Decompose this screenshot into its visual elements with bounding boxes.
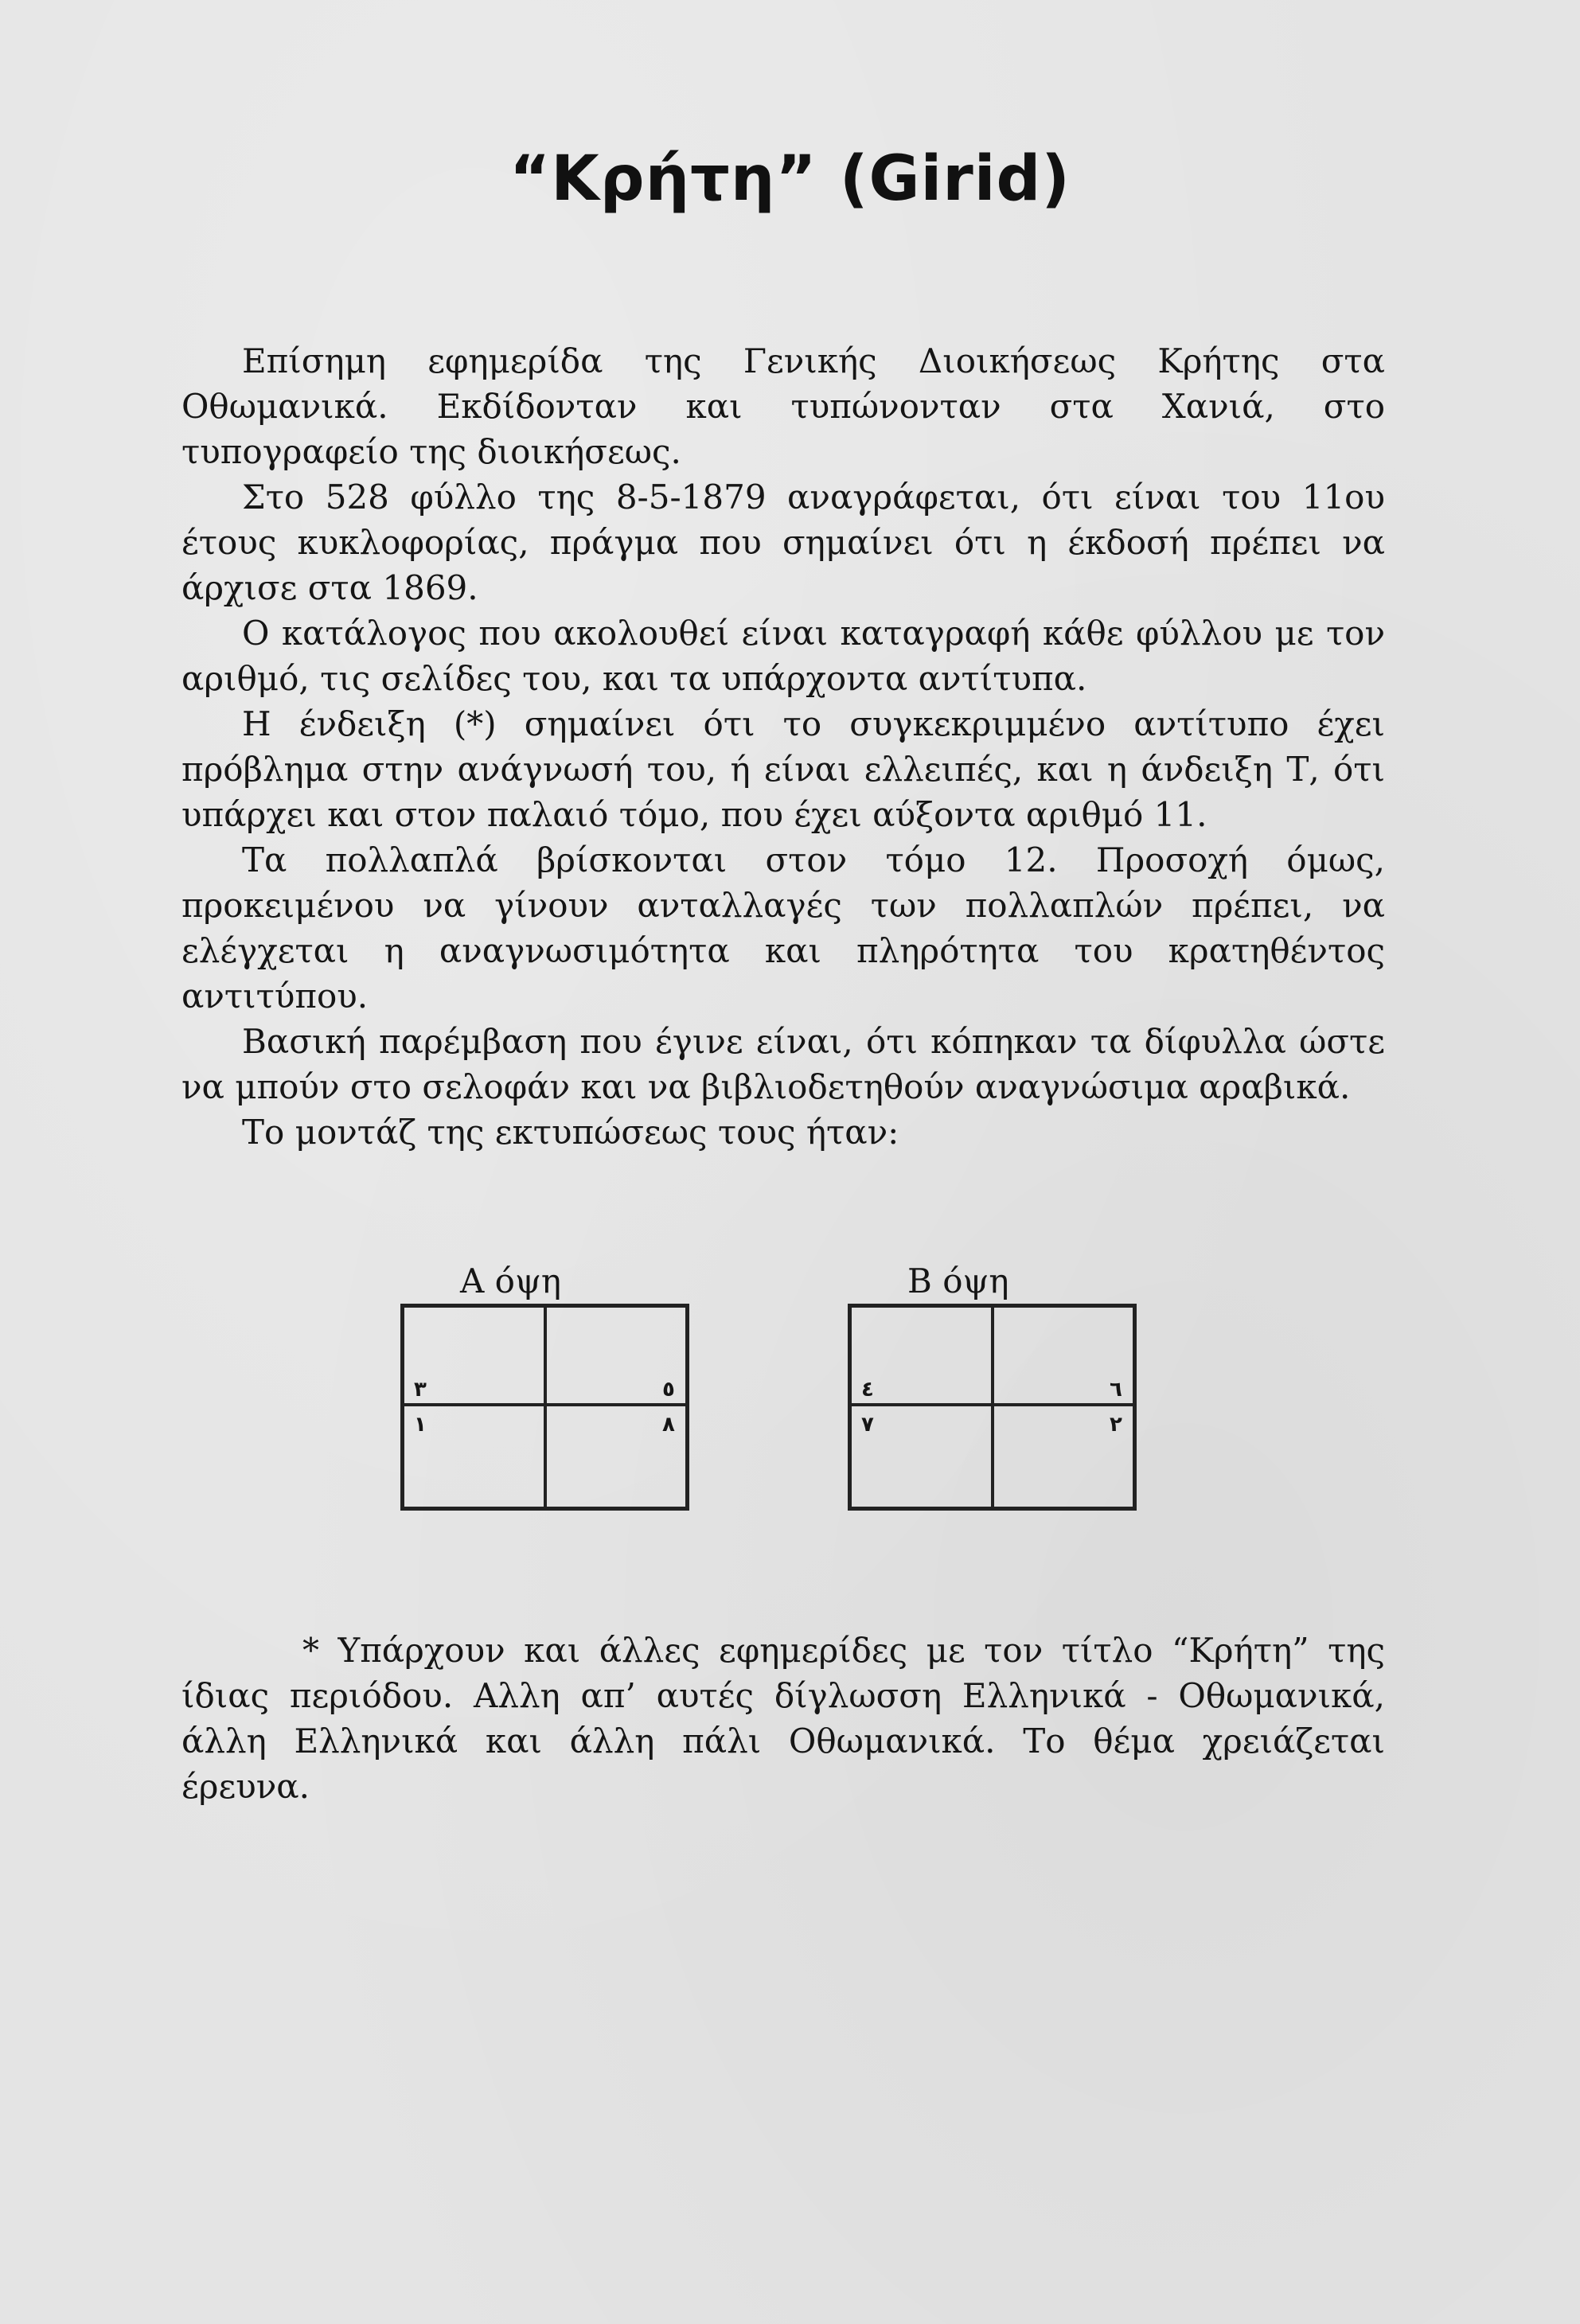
paragraph-1: Επίσημη εφημερίδα της Γενικής Διοικήσεως Κρήτης στα Οθωμανικά. Εκδίδονταν και τυπώνονταν στα Χανιά, στο τυπογραφείο της διοικήσεως. (181, 341, 1385, 471)
grid-divider-vertical (991, 1308, 994, 1507)
diagram-b-label: Β όψη (907, 1261, 1009, 1300)
mark-b-top-left: ٤ (861, 1378, 874, 1402)
diagram-a-grid (400, 1304, 689, 1511)
paragraph-4: Η ένδειξη (*) σημαίνει ότι το συγκεκριμμένο αντίτυπο έχει πρόβλημα στην ανάγνωσή του, ή είναι ελλειπές, και η άνδειξη Τ, ότι υπάρχει και στον παλαιό τόμο, που έχει αύξοντα αριθμό 11. (181, 704, 1385, 834)
mark-a-top-left: ٣ (414, 1378, 427, 1402)
paragraph-5: Τα πολλαπλά βρίσκονται στον τόμο 12. Προσοχή όμως, προκειμένου να γίνουν ανταλλαγές των πολλαπλών πρέπει, να ελέγχεται η αναγνωσιμότητα και πληρότητα του κρατηθέντος αντιτύπου. (181, 840, 1385, 1016)
paragraph-6: Βασική παρέμβαση που έγινε είναι, ότι κόπηκαν τα δίφυλλα ώστε να μπούν στο σελοφάν και να βιβλιοδετηθούν αναγνώσιμα αραβικά. (181, 1022, 1385, 1106)
paragraph-3: Ο κατάλογος που ακολουθεί είναι καταγραφή κάθε φύλλου με τον αριθμό, τις σελίδες του, και τα υπάρχοντα αντίτυπα. (181, 614, 1385, 698)
paragraph-7: Το μοντάζ της εκτυπώσεως τους ήταν: (242, 1113, 899, 1152)
mark-b-top-right: ٦ (1110, 1378, 1122, 1402)
mark-b-bottom-left: ٧ (861, 1413, 874, 1437)
body-text (181, 338, 1385, 1155)
grid-divider-horizontal (404, 1403, 685, 1406)
mark-a-bottom-right: ٨ (662, 1413, 675, 1437)
grid-divider-vertical (544, 1308, 547, 1507)
footnote: * Υπάρχουν και άλλες εφημερίδες με τον τίτλο “Κρήτη” της ίδιας περιόδου. Αλλη απ’ αυτές δίγλωσση Ελληνικά - Οθωμανικά, άλλη Ελληνικά και άλλη πάλι Οθωμανικά. Το θέμα χρειάζεται έρευνα. (181, 1631, 1385, 1806)
diagram-a-label: Α όψη (460, 1261, 562, 1300)
mark-a-bottom-left: ١ (414, 1413, 427, 1437)
mark-b-bottom-right: ٢ (1110, 1413, 1122, 1437)
paragraph-2: Στο 528 φύλλο της 8-5-1879 αναγράφεται, ότι είναι του 11ου έτους κυκλοφορίας, πράγμα που σημαίνει ότι η έκδοσή πρέπει να άρχισε στα 1869. (181, 478, 1385, 607)
diagram-b-grid (848, 1304, 1137, 1511)
mark-a-top-right: ٥ (662, 1378, 675, 1402)
page-title: “Κρήτη” (Girid) (509, 143, 1071, 215)
grid-divider-horizontal (852, 1403, 1133, 1406)
